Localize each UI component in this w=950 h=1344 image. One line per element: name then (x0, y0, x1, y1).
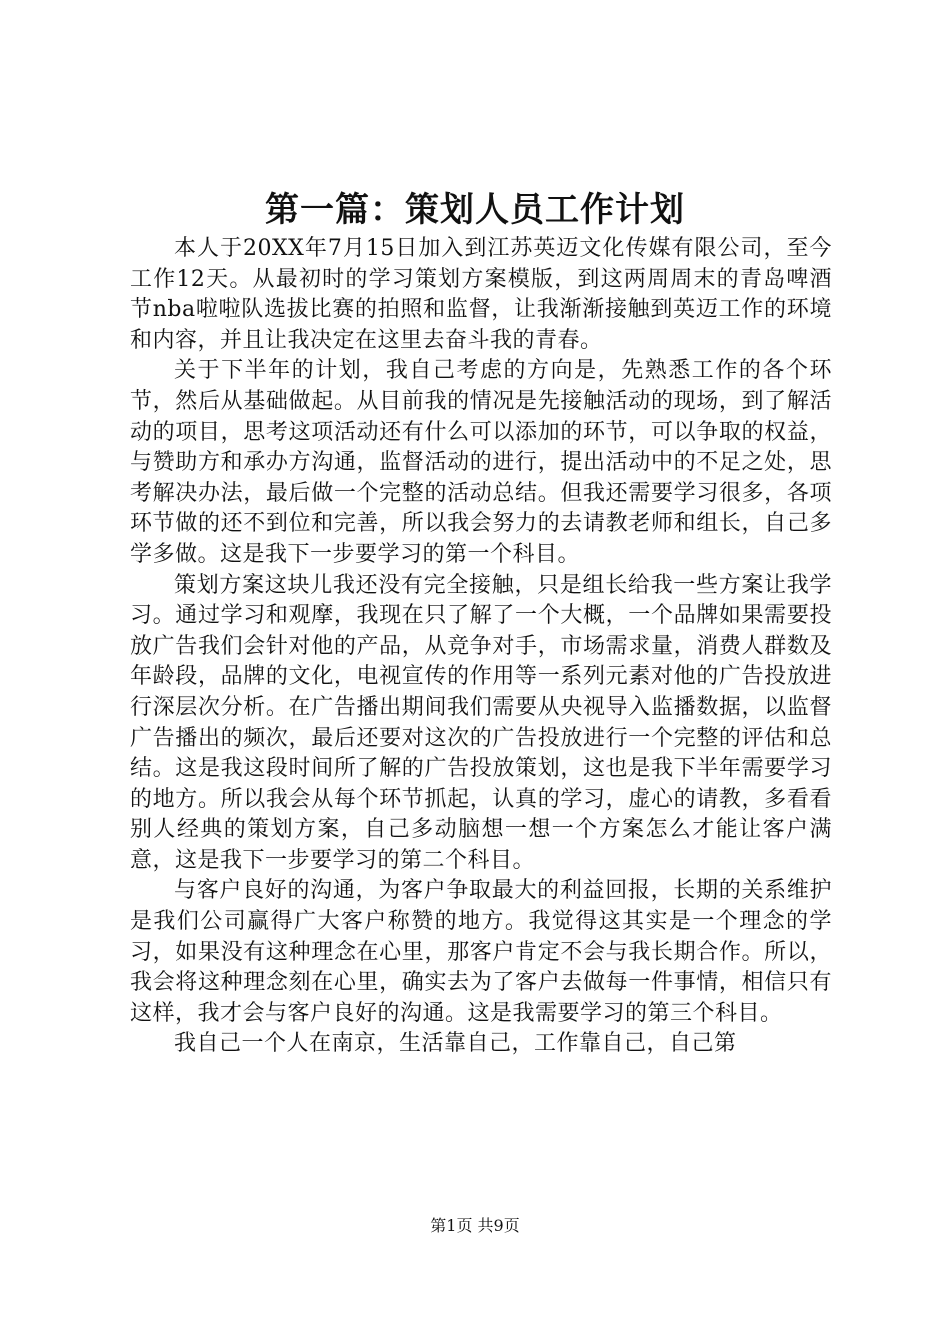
document-title: 第一篇：策划人员工作计划 (265, 190, 685, 230)
paragraph-2: 关于下半年的计划，我自己考虑的方向是，先熟悉工作的各个环节，然后从基础做起。从目前我的情况是先接触活动的现场，到了解活动的项目，思考这项活动还有什么可以添加的环节，可以争取的权益，与赞助方和承办方沟通，监督活动的进行，提出活动中的不足之处，思考解决办法，最后做一个完整的活动总结。但我还需要学习很多，各项环节做的还不到位和完善，所以我会努力的去请教老师和组长，自己多学多做。这是我下一步要学习的第一个科目。 (130, 358, 832, 567)
paragraph-5: 我自己一个人在南京，生活靠自己，工作靠自己，自己第 (174, 1031, 737, 1057)
document-body (130, 234, 832, 1060)
paragraph-4: 与客户良好的沟通，为客户争取最大的利益回报，长期的关系维护是我们公司赢得广大客户称赞的地方。我觉得这其实是一个理念的学习，如果没有这种理念在心里，那客户肯定不会与我长期合作。所以，我会将这种理念刻在心里，确实去为了客户去做每一件事情，相信只有这样，我才会与客户良好的沟通。这是我需要学习的第三个科目。 (130, 878, 832, 1026)
paragraph-1: 本人于20XX年7月15日加入到江苏英迈文化传媒有限公司，至今工作12天。从最初时的学习策划方案模版，到这两周周末的青岛啤酒节nba啦啦队选拔比赛的拍照和监督，让我渐渐接触到英迈工作的环境和内容，并且让我决定在这里去奋斗我的青春。 (130, 236, 832, 353)
paragraph-3: 策划方案这块儿我还没有完全接触，只是组长给我一些方案让我学习。通过学习和观摩，我现在只了解了一个大概，一个品牌如果需要投放广告我们会针对他的产品，从竞争对手，市场需求量，消费人群数及年龄段，品牌的文化，电视宣传的作用等一系列元素对他的广告投放进行深层次分析。在广告播出期间我们需要从央视导入监播数据，以监督广告播出的频次，最后还要对这次的广告投放进行一个完整的评估和总结。这是我这段时间所了解的广告投放策划，这也是我下半年需要学习的地方。所以我会从每个环节抓起，认真的学习，虚心的请教，多看看别人经典的策划方案，自己多动脑想一想一个方案怎么才能让客户满意，这是我下一步要学习的第二个科目。 (130, 572, 832, 873)
page-footer: 第1页 共9页 (430, 1216, 520, 1235)
